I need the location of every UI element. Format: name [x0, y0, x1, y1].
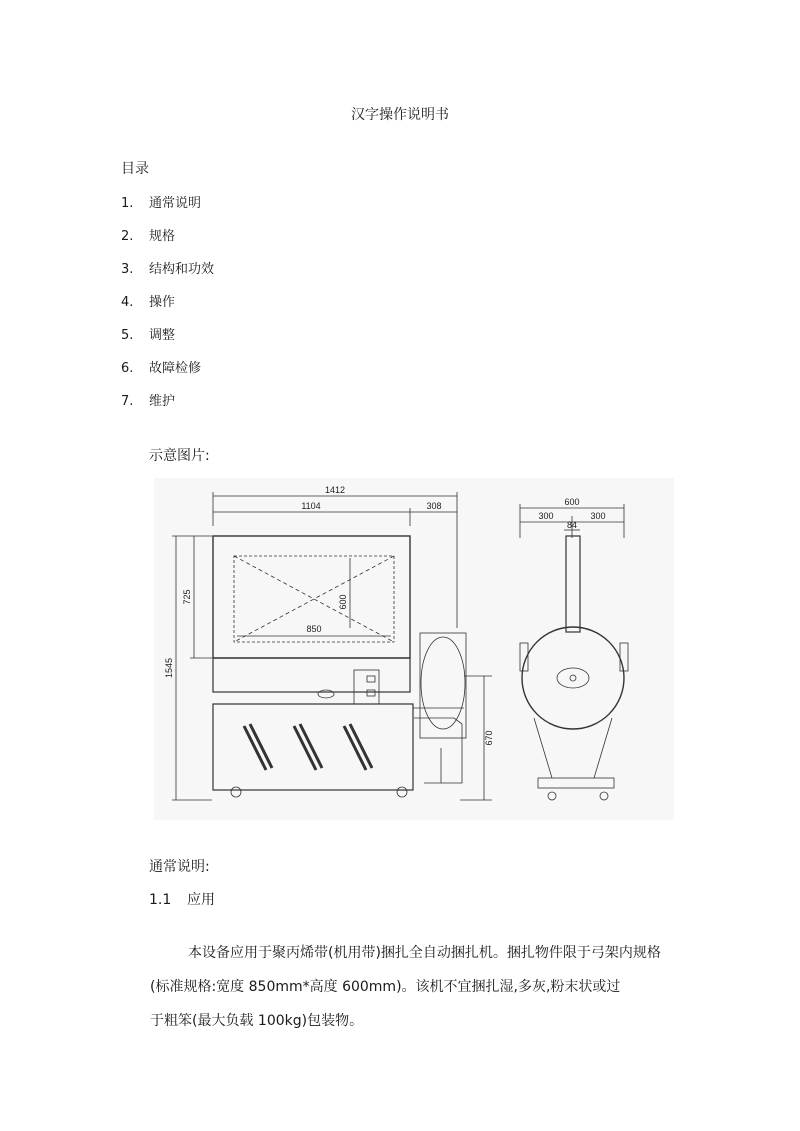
toc-item-number: 6. — [121, 361, 134, 376]
machine-drawing — [154, 478, 674, 820]
subsection-label: 应用 — [187, 892, 215, 908]
dim-total-height: 1545 — [164, 657, 174, 679]
toc-item-4 — [121, 291, 175, 310]
toc-item-label: 故障检修 — [149, 361, 202, 376]
toc-item-number: 7. — [121, 394, 134, 409]
toc-item-number: 3. — [121, 262, 134, 277]
dim-side-right: 300 — [590, 511, 606, 521]
toc-item-2 — [121, 225, 175, 244]
figure-caption: 示意图片: — [149, 448, 210, 464]
toc-item-6 — [121, 357, 201, 376]
dim-side-left: 300 — [538, 511, 554, 521]
toc-item-5 — [121, 324, 175, 343]
application-paragraph — [150, 936, 690, 1038]
dim-total-width: 1412 — [324, 485, 346, 495]
dim-side-total: 600 — [564, 497, 580, 507]
toc-item-label: 通常说明 — [149, 196, 202, 211]
dim-column-width: 84 — [566, 520, 578, 530]
dim-upper-height: 725 — [182, 589, 192, 605]
dim-side-offset: 308 — [426, 501, 442, 511]
toc-item-number: 5. — [121, 328, 134, 343]
subsection-number: 1.1 — [149, 892, 172, 908]
toc-item-label: 维护 — [149, 394, 176, 409]
toc-heading: 目录 — [121, 161, 149, 177]
document-title: 汉字操作说明书 — [351, 107, 449, 123]
toc-item-label: 操作 — [149, 295, 176, 310]
toc-item-1 — [121, 192, 201, 211]
dim-front-width: 1104 — [301, 501, 321, 511]
toc-item-label: 结构和功效 — [149, 262, 215, 277]
dim-window-width: 850 — [306, 624, 322, 634]
paragraph-line-3: 于粗笨(最大负载 100kg)包装物。 — [150, 1013, 364, 1029]
subsection-heading — [149, 889, 215, 909]
paragraph-line-2: (标准规格:宽度 850mm*高度 600mm)。该机不宜捆扎湿,多灰,粉末状或过 — [150, 979, 621, 995]
toc-item-label: 规格 — [149, 229, 176, 244]
toc-item-3 — [121, 258, 214, 277]
paragraph-line-1: 本设备应用于聚丙烯带(机用带)捆扎全自动捆扎机。捆扎物件限于弓架内规格 — [188, 945, 661, 961]
toc-item-number: 4. — [121, 295, 134, 310]
toc-item-number: 1. — [121, 196, 134, 211]
dim-window-height: 600 — [338, 594, 348, 610]
machine-drawing-svg — [154, 478, 674, 820]
dim-table-height: 670 — [484, 730, 494, 746]
section-heading: 通常说明: — [149, 859, 210, 875]
toc-item-label: 调整 — [149, 328, 176, 343]
toc-item-7 — [121, 390, 175, 409]
toc-item-number: 2. — [121, 229, 134, 244]
